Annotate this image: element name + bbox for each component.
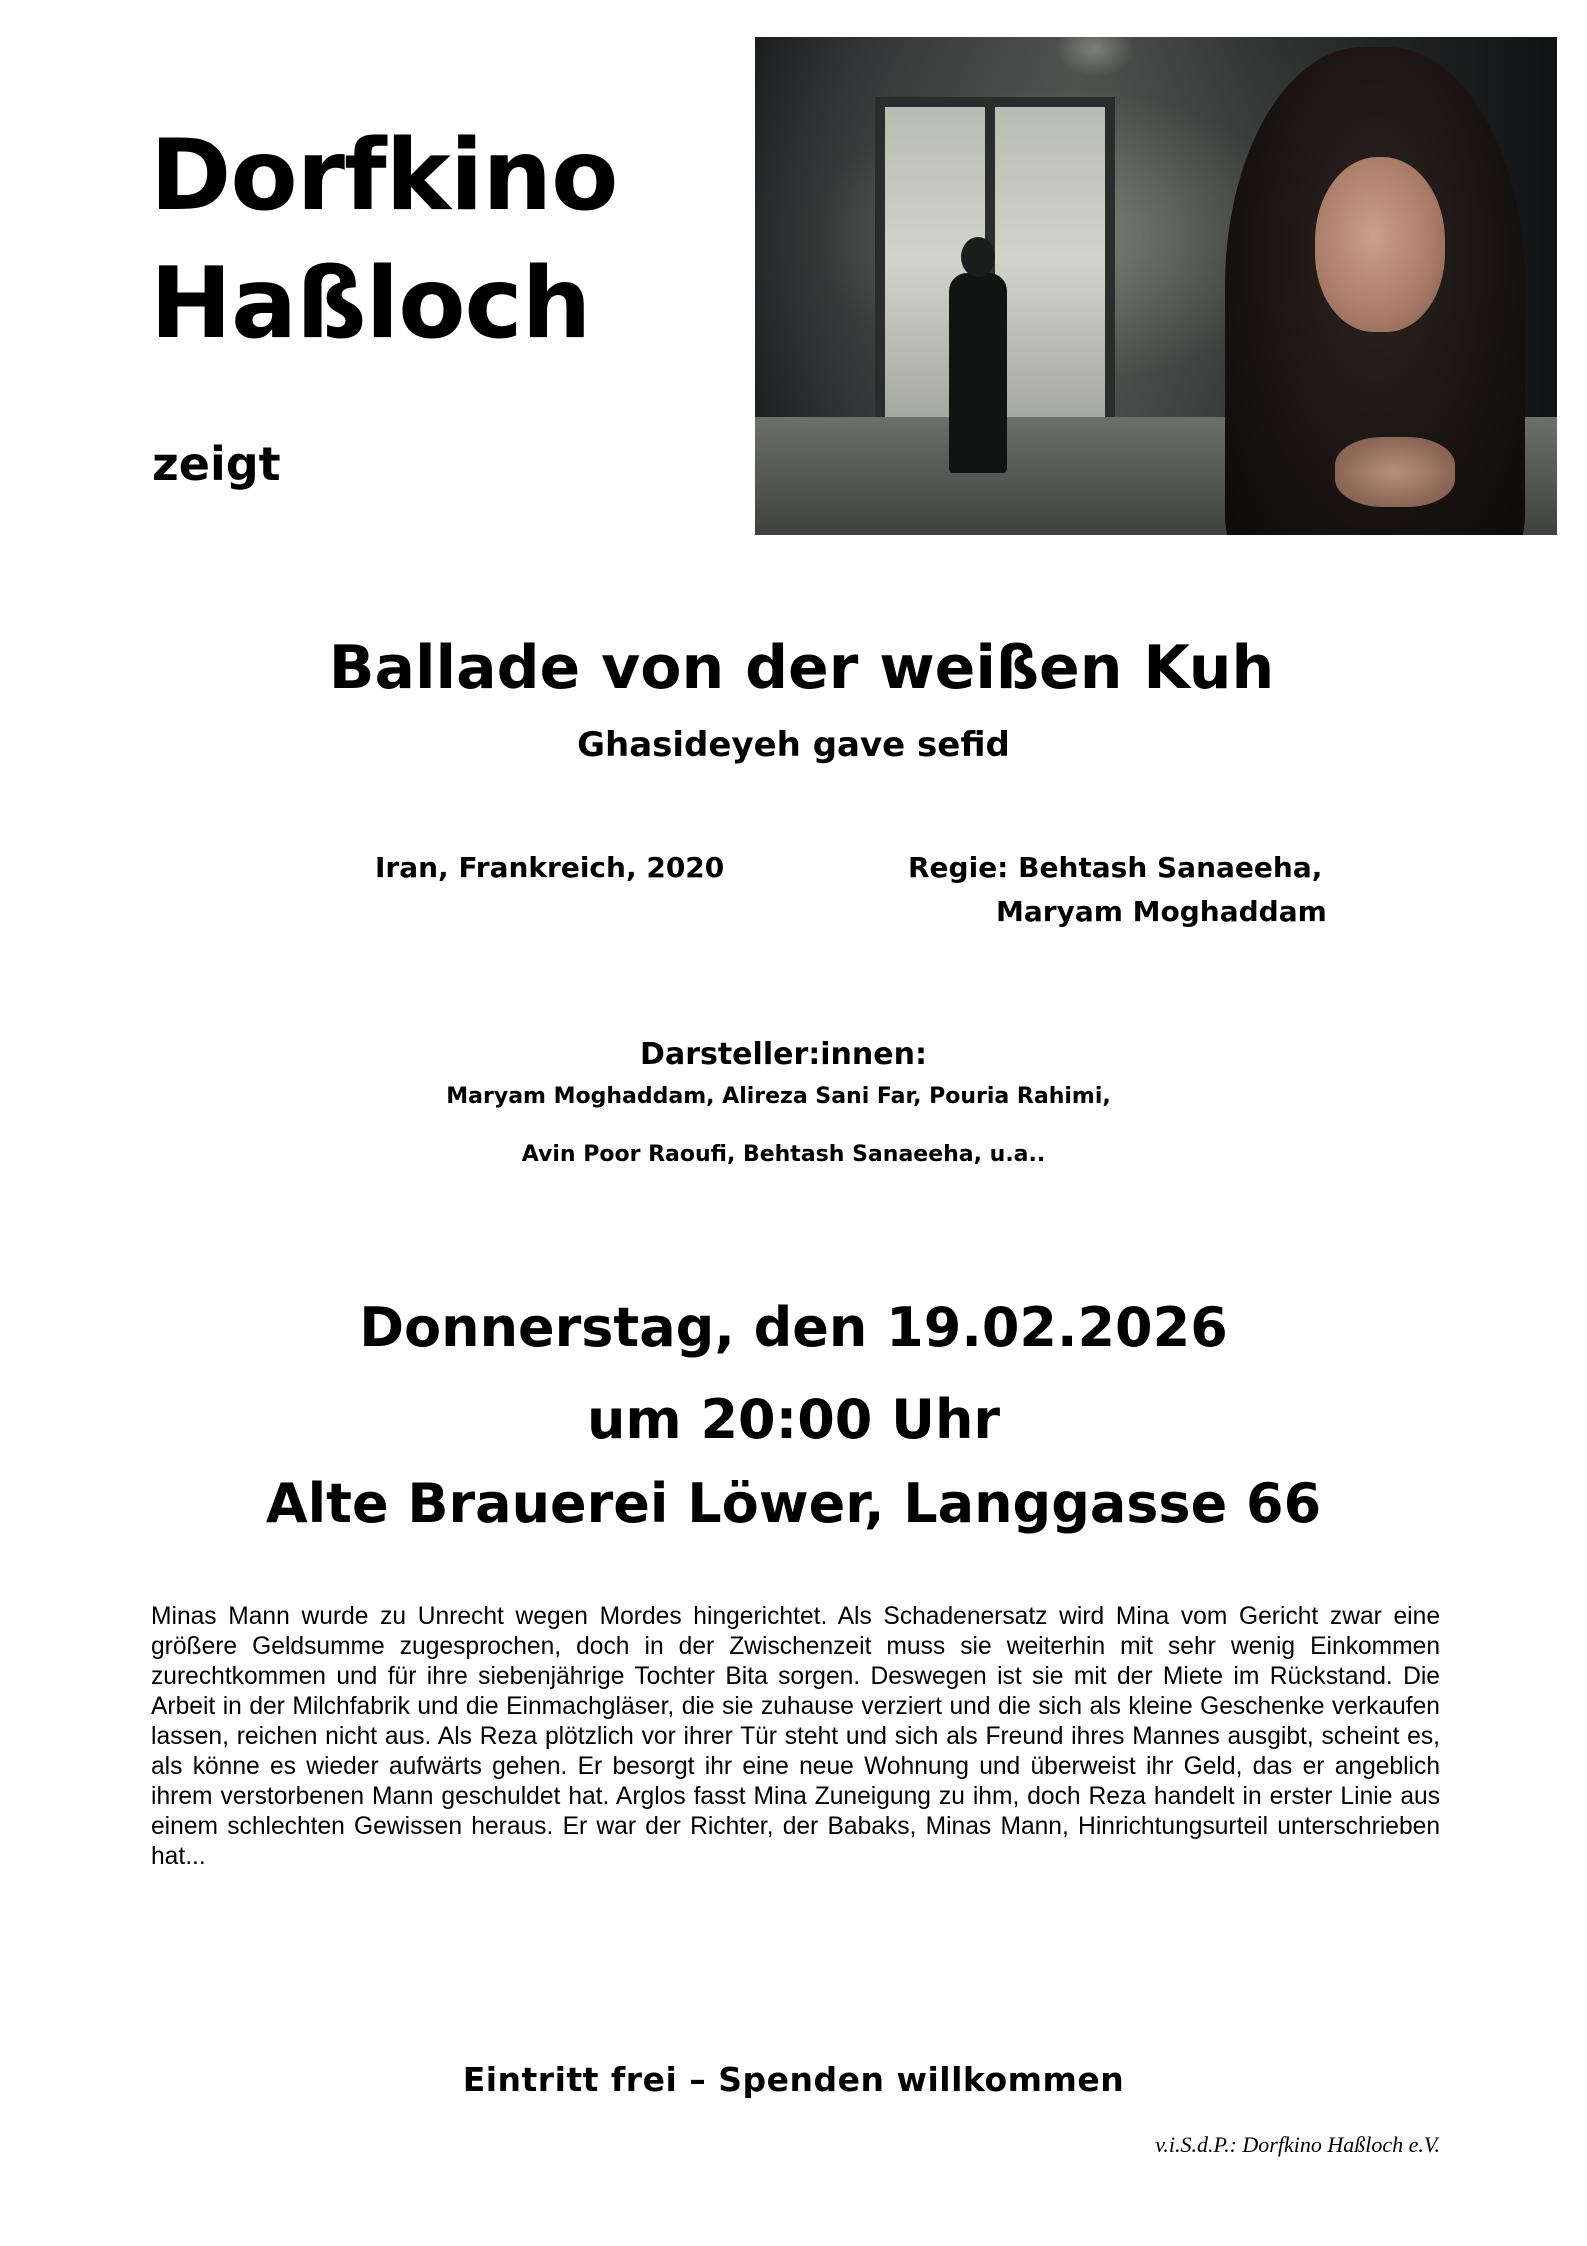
still-man-head	[961, 237, 995, 277]
still-man-silhouette	[949, 273, 1007, 473]
event-time: um 20:00 Uhr	[586, 1388, 1001, 1451]
production-info: Iran, Frankreich, 2020	[375, 851, 725, 884]
synopsis-paragraph: Minas Mann wurde zu Unrecht wegen Mordes hingerichtet. Als Schadenersatz wird Mina vom Gericht zwar eine größere Geldsumme zugesprochen, doch in der Zwischenzeit muss sie weiterhin mit sehr wenig Einkommen zurechtkommen und für ihre siebenjährige Tochter Bita sorgen. Deswegen ist sie mit der Miete im Rückstand. Die Arbeit in der Milchfabrik und die Einmachgläser, die sie zuhause verziert und die sich als kleine Geschenke verkaufen lassen, reichen nicht aus. Als Reza plötzlich vor ihrer Tür steht und sich als Freund ihres Mannes ausgibt, scheint es, als könne es wieder aufwärts gehen. Er besorgt ihr eine neue Wohnung und überweist ihr Geld, das er angeblich ihrem verstorbenen Mann geschuldet hat. Arglos fasst Mina Zuneigung zu ihm, doch Reza handelt in erster Linie aus einem schlechten Gewissen heraus. Er war der Richter, der Babaks, Minas Mann, Hinrichtungsurteil unterschrieben hat...	[151, 1603, 1440, 1870]
organizer-name-line-2: Haßloch	[150, 247, 591, 361]
event-venue: Alte Brauerei Löwer, Langgasse 66	[265, 1472, 1322, 1535]
imprint-note: v.i.S.d.P.: Dorfkino Haßloch e.V.	[1155, 2132, 1440, 2157]
director-line-1: Regie: Behtash Sanaeeha,	[908, 851, 1323, 884]
cast-list-line-2: Avin Poor Raoufi, Behtash Sanaeeha, u.a..	[521, 1142, 1046, 1167]
film-still-image	[755, 37, 1557, 535]
cast-heading: Darsteller:innen:	[640, 1037, 927, 1072]
admission-note: Eintritt frei – Spenden willkommen	[462, 2060, 1125, 2099]
presents-label: zeigt	[152, 437, 281, 491]
organizer-name-line-1: Dorfkino	[150, 119, 618, 233]
film-title: Ballade von der weißen Kuh	[328, 633, 1275, 703]
organizer-name	[150, 112, 618, 368]
cast-list-line-1: Maryam Moghaddam, Alireza Sani Far, Pouria Rahimi,	[446, 1084, 1111, 1109]
director-line-2: Maryam Moghaddam	[996, 895, 1327, 928]
still-woman-face	[1315, 157, 1445, 332]
film-original-title: Ghasideyeh gave sefid	[577, 725, 1010, 765]
still-woman-hands	[1335, 437, 1455, 507]
still-chandelier	[1055, 37, 1135, 77]
event-date: Donnerstag, den 19.02.2026	[359, 1296, 1228, 1359]
